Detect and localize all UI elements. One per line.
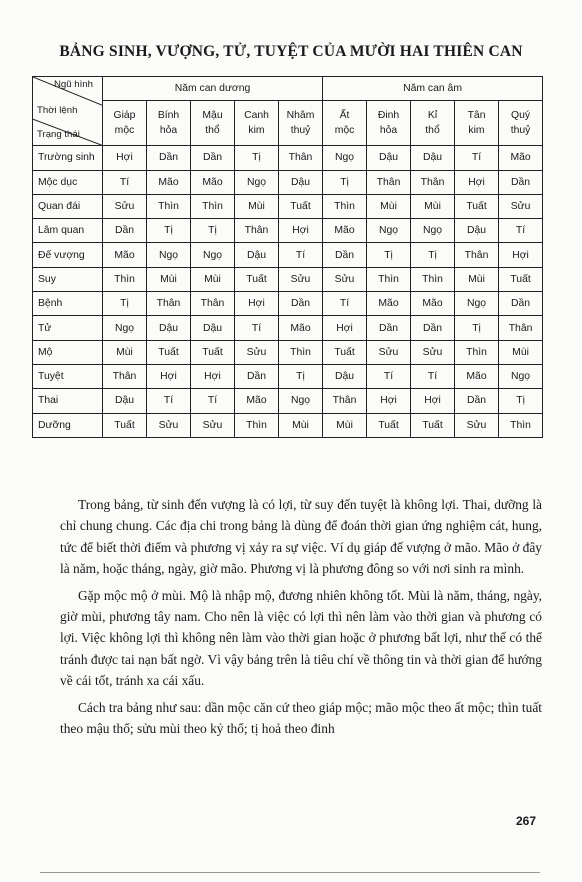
table-cell: Thân <box>323 389 367 413</box>
table-cell: Tuất <box>499 267 543 291</box>
table-cell: Thân <box>279 146 323 170</box>
stem-element: kim <box>248 125 265 137</box>
stem-header-row <box>33 101 543 146</box>
table-cell: Hợi <box>191 364 235 388</box>
corner-label-middle: Thời lệnh <box>37 105 78 116</box>
row-label: Tuyệt <box>33 364 103 388</box>
table-cell: Mùi <box>323 413 367 437</box>
row-label: Dưỡng <box>33 413 103 437</box>
table-cell: Mão <box>235 389 279 413</box>
table-cell: Mão <box>367 292 411 316</box>
table-cell: Ngọ <box>147 243 191 267</box>
table-cell: Tí <box>147 389 191 413</box>
table-cell: Thìn <box>279 340 323 364</box>
stem-element: hỏa <box>379 125 398 137</box>
table-cell: Tí <box>191 389 235 413</box>
table-cell: Thìn <box>499 413 543 437</box>
table-cell: Ngọ <box>499 364 543 388</box>
table-row <box>33 194 543 218</box>
row-label: Tử <box>33 316 103 340</box>
table-cell: Sửu <box>367 340 411 364</box>
table-cell: Mùi <box>499 340 543 364</box>
table-row <box>33 292 543 316</box>
table-cell: Tí <box>499 219 543 243</box>
table-cell: Tí <box>279 243 323 267</box>
table-row <box>33 146 543 170</box>
table-cell: Ngọ <box>455 292 499 316</box>
table-cell: Ngọ <box>367 219 411 243</box>
row-label: Đế vượng <box>33 243 103 267</box>
body-text <box>60 494 542 739</box>
row-label: Mộc dục <box>33 170 103 194</box>
body-paragraph: Cách tra bảng như sau: dần mộc căn cứ theo giáp mộc; mão mộc theo ất mộc; thìn tuất theo mậu thổ; sửu mùi theo kỷ thổ; tị hoả theo đinh <box>60 699 542 737</box>
table-cell: Thìn <box>235 413 279 437</box>
table-cell: Dậu <box>279 170 323 194</box>
stem-header-cell <box>235 101 279 146</box>
table-cell: Hợi <box>499 243 543 267</box>
table-cell: Thìn <box>455 340 499 364</box>
table-cell: Mão <box>103 243 147 267</box>
table-cell: Tuất <box>367 413 411 437</box>
table-cell: Dần <box>103 219 147 243</box>
table-cell: Tuất <box>279 194 323 218</box>
table-cell: Dậu <box>103 389 147 413</box>
stem-header-cell <box>103 101 147 146</box>
table-cell: Mùi <box>103 340 147 364</box>
table-row <box>33 170 543 194</box>
table-cell: Sửu <box>147 413 191 437</box>
table-cell: Dần <box>455 389 499 413</box>
stem-header-cell <box>411 101 455 146</box>
table-cell: Mùi <box>147 267 191 291</box>
stem-header-cell <box>367 101 411 146</box>
table-cell: Ngọ <box>279 389 323 413</box>
table-cell: Ngọ <box>235 170 279 194</box>
table-cell: Sửu <box>323 267 367 291</box>
table-cell: Tị <box>455 316 499 340</box>
stem-element: thuỷ <box>290 125 311 137</box>
table-cell: Thìn <box>367 267 411 291</box>
body-paragraph: Gặp mộc mộ ở mùi. Mộ là nhập mộ, đương nhiên không tốt. Mùi là năm, tháng, ngày, giờ mùi, phương tây nam. Cho nên là việc có lợi thì nên làm vào thời gian và phương có lợi. Việc không lợi thì không nên làm vào thời gian hoặc ở phương bất lợi, như thế có thể tránh được tai nạn bất ngờ. Vì vậy bảng trên là tiêu chí về thông tin và thời gian để hướng về cái tốt, tránh xa cái xấu. <box>60 587 542 689</box>
table-cell: Dậu <box>191 316 235 340</box>
table-body <box>33 146 543 438</box>
table-cell: Thân <box>367 170 411 194</box>
table-cell: Mùi <box>455 267 499 291</box>
table-cell: Thìn <box>323 194 367 218</box>
table-cell: Dần <box>323 243 367 267</box>
table-cell: Tị <box>147 219 191 243</box>
table-cell: Tị <box>367 243 411 267</box>
table-cell: Sửu <box>279 267 323 291</box>
table-cell: Tuất <box>323 340 367 364</box>
table-cell: Tị <box>323 170 367 194</box>
row-label: Lâm quan <box>33 219 103 243</box>
table-cell: Mão <box>411 292 455 316</box>
table-cell: Hợi <box>279 219 323 243</box>
table-cell: Hợi <box>323 316 367 340</box>
table-row <box>33 316 543 340</box>
page-number: 267 <box>515 814 536 828</box>
stem-name: Nhâm <box>286 110 315 122</box>
table-cell: Dậu <box>411 146 455 170</box>
stem-header-cell <box>191 101 235 146</box>
table-cell: Dậu <box>235 243 279 267</box>
table-cell: Dậu <box>147 316 191 340</box>
table-cell: Dần <box>367 316 411 340</box>
table-cell: Ngọ <box>323 146 367 170</box>
table-cell: Tí <box>323 292 367 316</box>
table-cell: Hợi <box>411 389 455 413</box>
row-label: Trường sinh <box>33 146 103 170</box>
table-cell: Tị <box>103 292 147 316</box>
group-header-yang: Năm can dương <box>103 77 323 101</box>
stem-element: thuỷ <box>510 125 531 137</box>
stem-name: Giáp <box>113 110 136 122</box>
table-cell: Mão <box>499 146 543 170</box>
table-row <box>33 413 543 437</box>
stem-name: Tân <box>467 110 486 122</box>
table-cell: Tị <box>411 243 455 267</box>
stem-element: mộc <box>334 125 355 137</box>
stem-element: thổ <box>205 125 220 137</box>
table-cell: Tị <box>279 364 323 388</box>
table-cell: Mão <box>147 170 191 194</box>
body-paragraph: Trong bảng, từ sinh đến vượng là có lợi, từ suy đến tuyệt là không lợi. Thai, dưỡng là chỉ chung chung. Các địa chi trong bảng là dùng để đoán thời gian ứng nghiệm cát, hung, tức để biết thời điểm và phương vị xảy ra sự việc. Ví dụ giáp đế vượng ở mão. Mão ở đây là năm, hoặc tháng, ngày, giờ mão. Phương vị là phương đông so với nơi sinh ra mình. <box>60 497 542 577</box>
table-cell: Hợi <box>103 146 147 170</box>
footer-rule <box>40 872 540 873</box>
table-cell: Thân <box>499 316 543 340</box>
stem-name: Ất <box>339 110 350 122</box>
stem-header-cell <box>455 101 499 146</box>
table-cell: Tuất <box>411 413 455 437</box>
corner-label-bottom: Trạng thái <box>37 129 80 140</box>
stems-table <box>32 76 543 438</box>
table-cell: Mùi <box>191 267 235 291</box>
table-cell: Mùi <box>411 194 455 218</box>
table-cell: Mão <box>455 364 499 388</box>
stem-name: Canh <box>244 110 269 122</box>
stem-header-cell <box>499 101 543 146</box>
table-cell: Hợi <box>455 170 499 194</box>
table-cell: Tuất <box>455 194 499 218</box>
table-cell: Thân <box>147 292 191 316</box>
stem-element: kim <box>468 125 485 137</box>
table-cell: Sửu <box>235 340 279 364</box>
table-cell: Tuất <box>235 267 279 291</box>
stem-name: Kỉ <box>427 110 438 122</box>
table-cell: Dậu <box>367 146 411 170</box>
group-header-yin: Năm can âm <box>323 77 543 101</box>
row-label: Thai <box>33 389 103 413</box>
table-row <box>33 340 543 364</box>
row-label: Quan đái <box>33 194 103 218</box>
table-cell: Sửu <box>499 194 543 218</box>
table-row <box>33 243 543 267</box>
table-cell: Tị <box>235 146 279 170</box>
table-cell: Sửu <box>103 194 147 218</box>
table-cell: Dậu <box>455 219 499 243</box>
table-cell: Tuất <box>103 413 147 437</box>
table-cell: Mão <box>323 219 367 243</box>
row-label: Suy <box>33 267 103 291</box>
table-cell: Tị <box>499 389 543 413</box>
table-cell: Thìn <box>191 194 235 218</box>
table-cell: Tị <box>191 219 235 243</box>
table-cell: Dần <box>411 316 455 340</box>
table-cell: Tí <box>455 146 499 170</box>
stem-name: Đinh <box>377 110 400 122</box>
stem-name: Bính <box>157 110 180 122</box>
table-cell: Mùi <box>235 194 279 218</box>
table-cell: Thân <box>103 364 147 388</box>
table-cell: Mùi <box>279 413 323 437</box>
table-cell: Thìn <box>147 194 191 218</box>
stem-element: mộc <box>114 125 135 137</box>
stem-header-cell <box>147 101 191 146</box>
table-cell: Thân <box>455 243 499 267</box>
stem-header-cell <box>279 101 323 146</box>
stem-name: Quý <box>511 110 531 122</box>
table-cell: Thân <box>235 219 279 243</box>
table-row <box>33 389 543 413</box>
table-cell: Ngọ <box>191 243 235 267</box>
table-row <box>33 267 543 291</box>
table-cell: Mão <box>191 170 235 194</box>
stem-element: thổ <box>425 125 440 137</box>
table-cell: Mùi <box>367 194 411 218</box>
table-cell: Tí <box>411 364 455 388</box>
table-cell: Thân <box>411 170 455 194</box>
row-label: Bệnh <box>33 292 103 316</box>
stem-element: hỏa <box>159 125 178 137</box>
table-cell: Dần <box>147 146 191 170</box>
table-cell: Dần <box>191 146 235 170</box>
table-row <box>33 364 543 388</box>
table-cell: Dần <box>235 364 279 388</box>
table-cell: Thìn <box>411 267 455 291</box>
table-cell: Dần <box>499 170 543 194</box>
table-cell: Sửu <box>191 413 235 437</box>
stem-header-cell <box>323 101 367 146</box>
table-cell: Ngọ <box>103 316 147 340</box>
table-cell: Hợi <box>147 364 191 388</box>
row-label: Mộ <box>33 340 103 364</box>
table-cell: Mão <box>279 316 323 340</box>
table-cell: Sửu <box>455 413 499 437</box>
stem-name: Mậu <box>202 110 223 122</box>
corner-label-top: Ngũ hình <box>54 79 93 90</box>
table-row <box>33 219 543 243</box>
table-cell: Sửu <box>411 340 455 364</box>
table-cell: Ngọ <box>411 219 455 243</box>
table-cell: Tí <box>103 170 147 194</box>
table-cell: Dần <box>279 292 323 316</box>
table-cell: Hợi <box>367 389 411 413</box>
table-cell: Tuất <box>191 340 235 364</box>
page-title: BẢNG SINH, VƯỢNG, TỬ, TUYỆT CỦA MƯỜI HAI THIÊN CAN <box>59 43 523 60</box>
table-cell: Thân <box>191 292 235 316</box>
table-cell: Tí <box>367 364 411 388</box>
table-cell: Dậu <box>323 364 367 388</box>
table-corner-cell <box>33 77 103 146</box>
table-cell: Thìn <box>103 267 147 291</box>
table-cell: Tí <box>235 316 279 340</box>
table-cell: Tuất <box>147 340 191 364</box>
table-cell: Hợi <box>235 292 279 316</box>
table-cell: Dần <box>499 292 543 316</box>
